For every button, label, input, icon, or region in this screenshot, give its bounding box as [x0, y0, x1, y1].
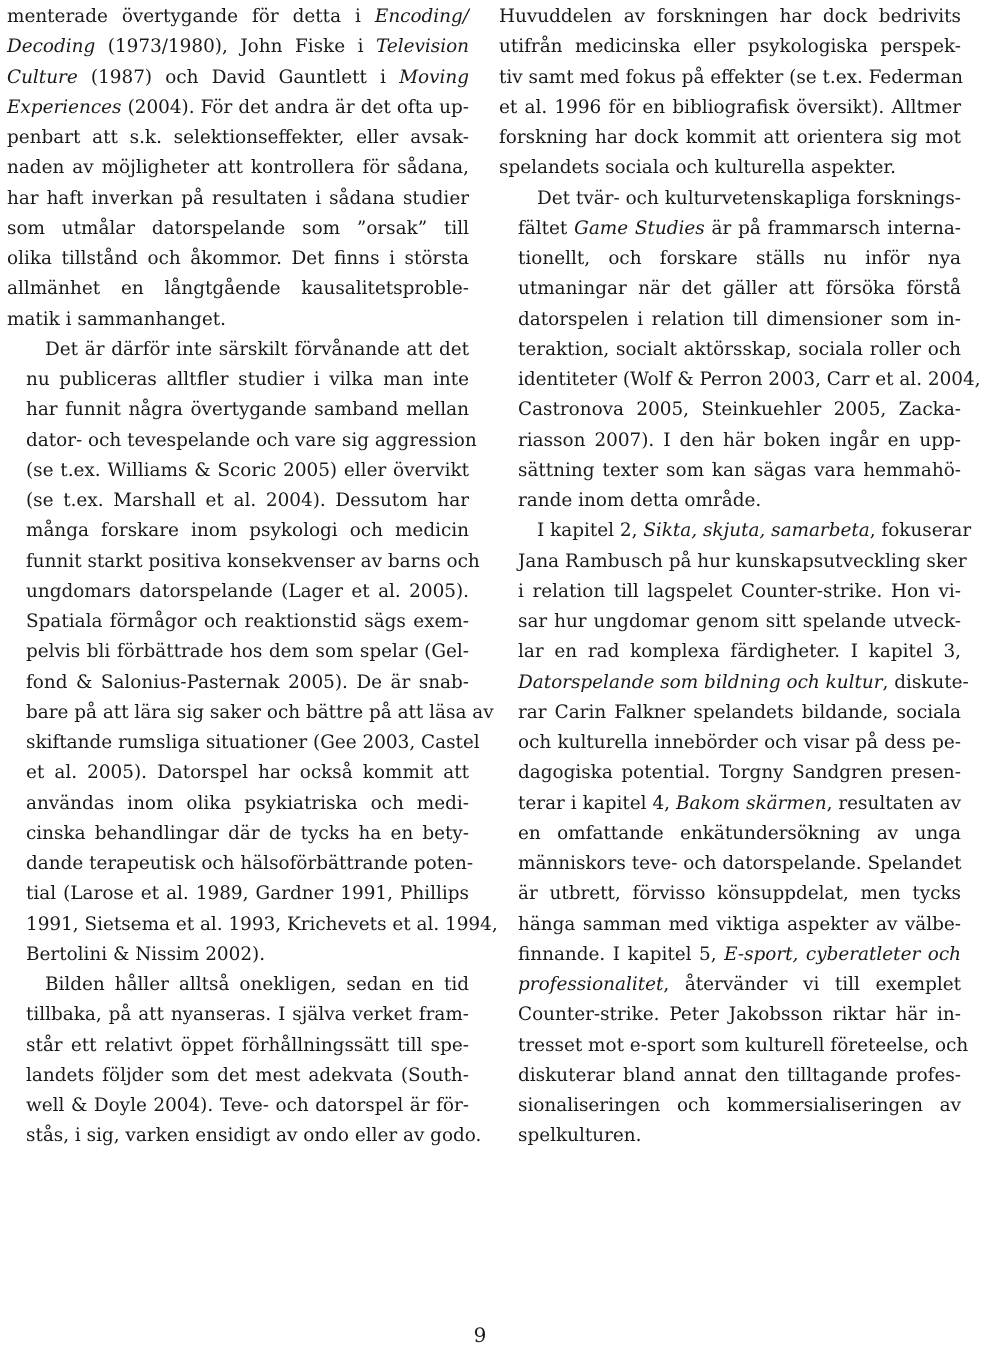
text-segment: och kulturella innebörder och visar på dess pe-	[518, 732, 961, 753]
text-segment: ungdomars datorspelande (Lager et al. 2005).	[26, 580, 469, 602]
text-segment: Jana Rambusch på hur kunskapsutveckling sker	[518, 550, 967, 572]
italic-title: Moving	[399, 66, 469, 88]
text-segment: cinska behandlingar där de tycks ha en bety-	[26, 822, 469, 844]
text-line	[499, 637, 961, 667]
text-line	[499, 486, 961, 516]
text-line	[7, 1121, 482, 1151]
text-segment: utifrån medicinska eller psykologiska perspek-	[499, 36, 961, 58]
text-segment: funnit starkt positiva konsekvenser av barns och	[26, 550, 480, 572]
text-line	[499, 93, 961, 123]
text-segment: finnande. I kapitel 5,	[518, 943, 725, 965]
text-segment: matik i sammanhanget.	[7, 308, 227, 330]
paragraph	[499, 184, 981, 517]
text-segment: landets följder som det mest adekvata (South-	[26, 1064, 469, 1086]
text-segment: tillbaka, på att nyanseras. I själva verket fram-	[26, 1004, 469, 1026]
italic-title: E-sport, cyberatleter och	[724, 943, 961, 965]
text-line	[7, 668, 469, 698]
text-segment: i relation till lagspelet Counter-strike. Hon vi-	[518, 580, 961, 602]
text-line	[7, 728, 480, 758]
text-segment: tiv samt med fokus på effekter (se t.ex. Federman	[499, 66, 964, 88]
text-line	[499, 668, 969, 698]
text-segment: som utmålar datorspelande som ”orsak” till	[7, 217, 469, 239]
text-segment: penbart att s.k. selektionseffekter, eller avsak-	[7, 127, 469, 148]
text-line	[499, 849, 961, 879]
italic-title: Datorspelande som bildning och kultur	[518, 671, 883, 693]
italic-title: Bakom skärmen	[675, 792, 827, 814]
text-line	[7, 970, 469, 1000]
text-segment: naden av möjligheter att kontrollera för sådana,	[7, 157, 469, 179]
text-line	[499, 1000, 961, 1030]
text-line	[499, 335, 961, 365]
text-segment: , fokuserar	[869, 520, 972, 542]
text-segment: rande inom detta område.	[518, 490, 762, 511]
text-segment: skiftande rumsliga situationer (Gee 2003, Castel	[26, 732, 480, 753]
text-line	[7, 1031, 469, 1061]
text-segment: Bertolini & Nissim 2002).	[26, 943, 266, 965]
text-segment: utmaningar när det gäller att försöka förstå	[518, 278, 961, 300]
text-segment: pelvis bli förbättrade hos dem som spelar (Gel-	[26, 641, 469, 663]
text-line	[7, 153, 469, 183]
text-line	[499, 728, 961, 758]
text-line	[7, 2, 469, 32]
text-segment: (2004). För det andra är det ofta up-	[121, 96, 469, 118]
text-segment: har funnit några övertygande samband mellan	[26, 399, 469, 421]
text-segment: är utbrett, förvisso könsuppdelat, men tycks	[518, 883, 961, 905]
text-line	[7, 244, 469, 274]
text-segment: människors teve- och datorspelande. Spelandet	[518, 853, 962, 874]
text-line	[499, 940, 961, 970]
text-segment: allmänhet en långtgående kausalitetsproble-	[7, 278, 469, 300]
text-segment: tial (Larose et al. 1989, Gardner 1991, Phillips	[26, 883, 469, 905]
text-segment: hänga samman med viktiga aspekter av välbe-	[518, 913, 961, 935]
text-line	[7, 637, 469, 667]
text-line	[499, 879, 961, 909]
text-line	[499, 1061, 961, 1091]
text-segment: fond & Salonius-Pasternak 2005). De är snab-	[26, 671, 469, 693]
text-segment: , diskute-	[882, 671, 969, 693]
text-line	[7, 849, 474, 879]
text-line	[7, 365, 469, 395]
text-line	[499, 214, 961, 244]
text-segment: rar Carin Falkner spelandets bildande, sociala	[518, 701, 961, 723]
italic-title: professionalitet	[518, 974, 664, 995]
left-text-column	[7, 2, 498, 1152]
text-line	[7, 214, 469, 244]
text-line	[7, 1061, 469, 1091]
italic-title: Television	[376, 36, 469, 58]
text-line	[499, 2, 961, 32]
text-segment: , återvänder vi till exemplet	[663, 974, 961, 995]
text-segment: , resultaten av	[826, 792, 961, 814]
text-segment: well & Doyle 2004). Teve- och datorspel är för-	[26, 1095, 469, 1116]
text-segment: tionellt, och forskare ställs nu inför nya	[518, 248, 961, 269]
text-line	[499, 819, 961, 849]
text-line	[7, 426, 477, 456]
text-segment: Castronova 2005, Steinkuehler 2005, Zacka-	[518, 399, 961, 421]
text-line	[7, 516, 469, 546]
text-line	[499, 607, 961, 637]
paragraph	[7, 335, 498, 970]
text-line	[7, 486, 469, 516]
text-segment: många forskare inom psykologi och medicin	[26, 520, 469, 542]
text-segment: dande terapeutisk och hälsoförbättrande poten-	[26, 853, 474, 874]
paragraph	[499, 2, 964, 184]
text-segment: Huvuddelen av forskningen har dock bedrivits	[499, 6, 961, 27]
italic-title: Encoding/	[374, 6, 469, 27]
text-segment: har haft inverkan på resultaten i sådana studier	[7, 187, 469, 209]
text-line	[7, 456, 469, 486]
text-line	[7, 32, 469, 62]
text-line	[7, 577, 469, 607]
text-segment: spelandets sociala och kulturella aspekter.	[499, 157, 896, 179]
text-segment: et al. 1996 för en bibliografisk översikt). Alltmer	[499, 96, 961, 118]
text-segment: I kapitel 2,	[537, 520, 644, 542]
italic-title: Sikta, skjuta, samarbeta	[643, 520, 870, 542]
text-line	[499, 577, 961, 607]
text-segment: användas inom olika psykiatriska och medi-	[26, 792, 469, 814]
text-segment: Bilden håller alltså onekligen, sedan en tid	[45, 974, 469, 995]
text-segment: diskuterar bland annat den tilltagande profes-	[518, 1064, 961, 1086]
text-line	[7, 940, 469, 970]
text-line	[7, 395, 469, 425]
text-line	[499, 274, 961, 304]
text-segment: Counter-strike. Peter Jakobsson riktar här in-	[518, 1004, 961, 1026]
text-line	[499, 1031, 969, 1061]
right-text-column	[499, 2, 981, 1152]
text-segment: identiteter (Wolf & Perron 2003, Carr et al. 2004,	[518, 369, 981, 390]
text-line	[499, 516, 972, 546]
text-segment: terar i kapitel 4,	[518, 792, 676, 814]
text-segment: (1973/1980), John Fiske i	[95, 36, 376, 58]
paragraph	[7, 2, 469, 335]
italic-title: Culture	[7, 66, 78, 88]
text-line	[499, 1091, 961, 1121]
text-line	[7, 1091, 469, 1121]
text-segment: teraktion, socialt aktörsskap, sociala roller och	[518, 338, 961, 360]
text-segment: Spatiala förmågor och reaktionstid sägs exem-	[26, 611, 469, 632]
text-line	[499, 970, 961, 1000]
text-segment: sar hur ungdomar genom sitt spelande utveck-	[518, 611, 961, 632]
text-line	[499, 1121, 961, 1151]
text-line	[7, 879, 469, 909]
text-segment: står ett relativt öppet förhållningssätt till spe-	[26, 1034, 469, 1056]
text-line	[499, 910, 961, 940]
text-segment: Det är därför inte särskilt förvånande att det	[45, 338, 469, 360]
text-segment: (se t.ex. Marshall et al. 2004). Dessutom har	[26, 490, 469, 511]
text-segment: lar en rad komplexa färdigheter. I kapitel 3,	[518, 641, 961, 663]
text-segment: sionaliseringen och kommersialiseringen av	[518, 1095, 961, 1116]
italic-title: Game Studies	[574, 217, 705, 239]
text-line	[499, 153, 961, 183]
text-segment: sättning texter som kan sägas vara hemmahö-	[518, 459, 961, 481]
text-segment: dator- och tevespelande och vare sig aggression	[26, 429, 477, 451]
text-segment: fältet	[518, 217, 575, 239]
text-line	[499, 365, 981, 395]
text-line	[7, 819, 469, 849]
text-line	[499, 426, 961, 456]
text-line	[499, 244, 961, 274]
text-segment: är på frammarsch interna-	[704, 217, 961, 239]
text-segment: tresset mot e-sport som kulturell företeelse, och	[518, 1034, 969, 1056]
text-segment: et al. 2005). Datorspel har också kommit att	[26, 762, 469, 784]
paragraph	[499, 516, 972, 1151]
text-segment: stås, i sig, varken ensidigt av ondo eller av godo.	[26, 1125, 482, 1147]
text-segment: bare på att lära sig saker och bättre på att läsa av	[26, 701, 494, 723]
text-segment: (se t.ex. Williams & Scoric 2005) eller övervikt	[26, 459, 469, 481]
text-line	[499, 32, 961, 62]
text-line	[499, 698, 961, 728]
text-line	[7, 184, 469, 214]
text-line	[499, 305, 961, 335]
text-line	[499, 547, 967, 577]
text-segment: olika tillstånd och åkommor. Det finns i största	[7, 248, 469, 269]
text-segment: 1991, Sietsema et al. 1993, Krichevets et al. 1994,	[26, 913, 498, 935]
text-line	[499, 184, 961, 214]
text-line	[499, 789, 961, 819]
text-segment: dagogiska potential. Torgny Sandgren presen-	[518, 762, 961, 784]
text-line	[7, 758, 469, 788]
text-line	[7, 335, 469, 365]
text-line	[499, 123, 961, 153]
text-line	[7, 789, 469, 819]
text-segment: datorspelen i relation till dimensioner som in-	[518, 308, 961, 330]
text-segment: (1987) och David Gauntlett i	[77, 66, 400, 88]
text-line	[7, 698, 494, 728]
text-segment: en omfattande enkätundersökning av unga	[518, 822, 961, 844]
text-line	[499, 63, 964, 93]
text-line	[7, 607, 469, 637]
text-line	[499, 395, 961, 425]
text-line	[7, 274, 469, 304]
text-segment: Det tvär- och kulturvetenskapliga forsknings-	[537, 187, 961, 209]
text-segment: forskning har dock kommit att orientera sig mot	[499, 127, 961, 148]
text-line	[7, 910, 498, 940]
text-segment: riasson 2007). I den här boken ingår en upp-	[518, 429, 961, 451]
italic-title: Decoding	[7, 36, 96, 58]
text-line	[499, 456, 961, 486]
text-line	[7, 93, 469, 123]
text-line	[499, 758, 961, 788]
italic-title: Experiences	[7, 96, 122, 118]
text-line	[7, 123, 469, 153]
text-segment: spelkulturen.	[518, 1125, 642, 1147]
text-line	[7, 547, 480, 577]
paragraph	[7, 970, 482, 1152]
text-line	[7, 1000, 469, 1030]
text-line	[7, 305, 469, 335]
text-segment: menterade övertygande för detta i	[7, 6, 375, 27]
page-number: 9	[473, 1323, 487, 1347]
text-segment: nu publiceras alltfler studier i vilka man inte	[26, 369, 469, 390]
text-line	[7, 63, 469, 93]
